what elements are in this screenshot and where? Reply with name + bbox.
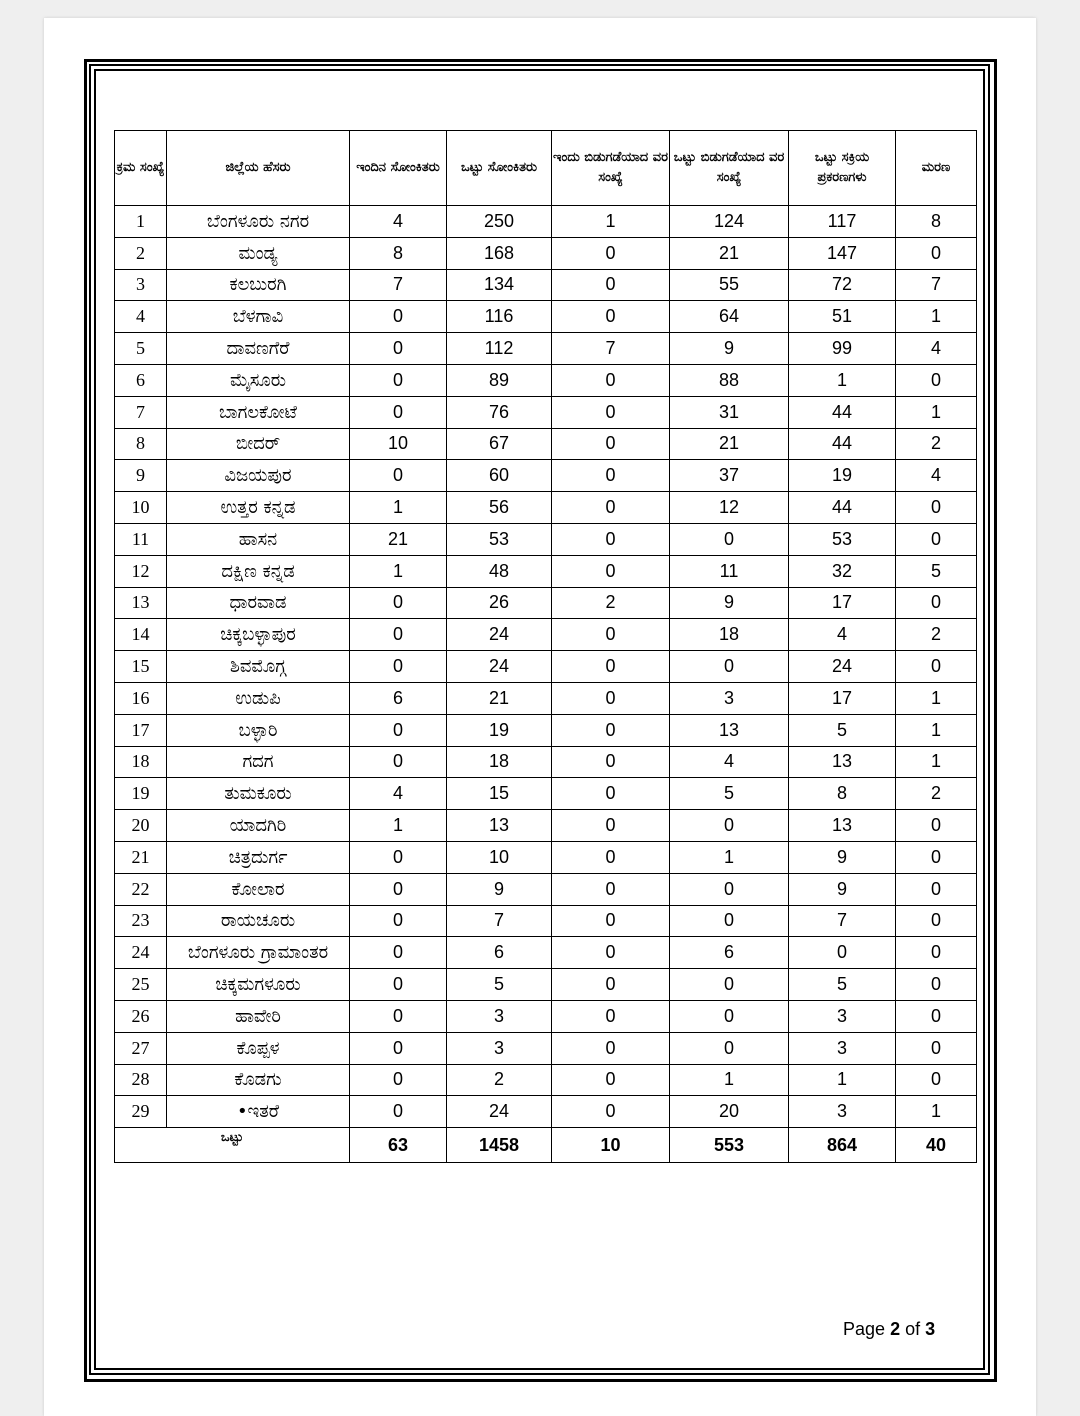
total-discharged-cell: 21 [670, 237, 789, 269]
sl-no-cell: 22 [115, 873, 167, 905]
today-discharged-cell: 0 [552, 905, 670, 937]
deaths-cell: 0 [896, 969, 977, 1001]
table-row [115, 937, 977, 969]
total-active-cell: 13 [789, 810, 896, 842]
sl-no-cell: 13 [115, 587, 167, 619]
deaths-cell: 4 [896, 460, 977, 492]
sl-no-cell: 27 [115, 1032, 167, 1064]
today-discharged-cell: 2 [552, 587, 670, 619]
total-positive-cell: 18 [447, 746, 552, 778]
deaths-cell: 0 [896, 523, 977, 555]
sl-no-cell: 1 [115, 206, 167, 238]
today-discharged-cell: 0 [552, 937, 670, 969]
today-positive-cell: 1 [350, 810, 447, 842]
today-discharged-cell: 0 [552, 428, 670, 460]
table-row [115, 1032, 977, 1064]
sl-no-cell: 29 [115, 1096, 167, 1128]
total-discharged-cell: 0 [670, 873, 789, 905]
today-positive-cell: 0 [350, 841, 447, 873]
total-active-cell: 0 [789, 937, 896, 969]
total-active-cell: 3 [789, 1000, 896, 1032]
table-row [115, 587, 977, 619]
district-cell: ಬೆಂಗಳೂರು ನಗರ [167, 206, 350, 238]
today-positive-cell: 0 [350, 1000, 447, 1032]
table-row [115, 523, 977, 555]
table-row [115, 1096, 977, 1128]
total-positive-cell: 76 [447, 396, 552, 428]
page-number-footer [843, 1319, 935, 1340]
today-positive-cell: 0 [350, 1032, 447, 1064]
today-positive-cell: 0 [350, 619, 447, 651]
total-discharged-cell: 21 [670, 428, 789, 460]
total-active-cell: 8 [789, 778, 896, 810]
total-total-active: 864 [789, 1128, 896, 1163]
today-discharged-cell: 0 [552, 778, 670, 810]
sl-no-cell: 4 [115, 301, 167, 333]
deaths-cell: 0 [896, 1000, 977, 1032]
total-discharged-cell: 1 [670, 841, 789, 873]
today-discharged-cell: 0 [552, 301, 670, 333]
today-positive-cell: 7 [350, 269, 447, 301]
today-positive-cell: 0 [350, 969, 447, 1001]
total-active-cell: 17 [789, 682, 896, 714]
district-cell: ಯಾದಗಿರಿ [167, 810, 350, 842]
today-discharged-cell: 0 [552, 460, 670, 492]
of-word: of [905, 1319, 921, 1339]
deaths-cell: 5 [896, 555, 977, 587]
deaths-cell: 0 [896, 587, 977, 619]
total-active-cell: 53 [789, 523, 896, 555]
sl-no-cell: 26 [115, 1000, 167, 1032]
total-active-cell: 72 [789, 269, 896, 301]
today-discharged-cell: 0 [552, 746, 670, 778]
total-positive-cell: 168 [447, 237, 552, 269]
sl-no-cell: 18 [115, 746, 167, 778]
deaths-cell: 1 [896, 301, 977, 333]
today-positive-cell: 0 [350, 587, 447, 619]
header-total-active: ಒಟ್ಟು ಸಕ್ರಿಯ ಪ್ರಕರಣಗಳು [789, 131, 896, 206]
total-positive-cell: 67 [447, 428, 552, 460]
total-today-positive: 63 [350, 1128, 447, 1163]
total-discharged-cell: 55 [670, 269, 789, 301]
table-row [115, 873, 977, 905]
table-row [115, 746, 977, 778]
total-discharged-cell: 12 [670, 492, 789, 524]
deaths-cell: 2 [896, 428, 977, 460]
table-row [115, 460, 977, 492]
table-row [115, 1000, 977, 1032]
total-active-cell: 17 [789, 587, 896, 619]
district-cell: ದಾವಣಗೆರೆ [167, 333, 350, 365]
district-cell: ಕೊಪ್ಪಳ [167, 1032, 350, 1064]
sl-no-cell: 15 [115, 651, 167, 683]
deaths-cell: 1 [896, 396, 977, 428]
total-discharged-cell: 0 [670, 523, 789, 555]
district-cell: ಬೆಳಗಾವಿ [167, 301, 350, 333]
today-positive-cell: 0 [350, 905, 447, 937]
total-discharged-cell: 37 [670, 460, 789, 492]
header-deaths: ಮರಣ [896, 131, 977, 206]
total-active-cell: 5 [789, 969, 896, 1001]
total-discharged-cell: 88 [670, 364, 789, 396]
total-positive-cell: 13 [447, 810, 552, 842]
total-positive-cell: 60 [447, 460, 552, 492]
table-row [115, 333, 977, 365]
district-cell: ದಕ್ಷಿಣ ಕನ್ನಡ [167, 555, 350, 587]
table-row [115, 841, 977, 873]
today-positive-cell: 4 [350, 778, 447, 810]
total-positive-cell: 21 [447, 682, 552, 714]
district-cell: ಕಲಬುರಗಿ [167, 269, 350, 301]
district-cell: ಕೊಡಗು [167, 1064, 350, 1096]
today-discharged-cell: 0 [552, 714, 670, 746]
today-positive-cell: 0 [350, 714, 447, 746]
deaths-cell: 1 [896, 746, 977, 778]
sl-no-cell: 6 [115, 364, 167, 396]
district-cell: ಹಾಸನ [167, 523, 350, 555]
table-row [115, 396, 977, 428]
total-positive-cell: 53 [447, 523, 552, 555]
table-row [115, 778, 977, 810]
deaths-cell: 8 [896, 206, 977, 238]
total-active-cell: 1 [789, 364, 896, 396]
today-discharged-cell: 0 [552, 1032, 670, 1064]
today-positive-cell: 0 [350, 333, 447, 365]
total-discharged-cell: 6 [670, 937, 789, 969]
today-positive-cell: 0 [350, 364, 447, 396]
table-row [115, 682, 977, 714]
district-cell: ಚಿಕ್ಕಮಗಳೂರು [167, 969, 350, 1001]
today-discharged-cell: 0 [552, 873, 670, 905]
today-discharged-cell: 0 [552, 396, 670, 428]
total-active-cell: 44 [789, 492, 896, 524]
total-discharged-cell: 13 [670, 714, 789, 746]
sl-no-cell: 17 [115, 714, 167, 746]
deaths-cell: 2 [896, 619, 977, 651]
total-active-cell: 147 [789, 237, 896, 269]
sl-no-cell: 19 [115, 778, 167, 810]
total-positive-cell: 2 [447, 1064, 552, 1096]
district-covid-table [114, 130, 977, 1163]
district-cell: ಬಾಗಲಕೋಟೆ [167, 396, 350, 428]
current-page-number: 2 [890, 1319, 901, 1339]
total-active-cell: 7 [789, 905, 896, 937]
today-discharged-cell: 0 [552, 269, 670, 301]
header-sl-no: ಕ್ರಮ ಸಂಖ್ಯೆ [115, 131, 167, 206]
total-discharged-cell: 0 [670, 1032, 789, 1064]
district-cell: ಮಂಡ್ಯ [167, 237, 350, 269]
today-discharged-cell: 0 [552, 619, 670, 651]
today-discharged-cell: 0 [552, 1064, 670, 1096]
page-word: Page [843, 1319, 886, 1339]
total-active-cell: 3 [789, 1096, 896, 1128]
table-row [115, 206, 977, 238]
deaths-cell: 0 [896, 237, 977, 269]
total-positive-cell: 9 [447, 873, 552, 905]
total-discharged-cell: 1 [670, 1064, 789, 1096]
sl-no-cell: 21 [115, 841, 167, 873]
today-positive-cell: 1 [350, 492, 447, 524]
today-positive-cell: 0 [350, 873, 447, 905]
total-discharged-cell: 0 [670, 1000, 789, 1032]
district-cell: ಚಿಕ್ಕಬಳ್ಳಾಪುರ [167, 619, 350, 651]
table-row [115, 969, 977, 1001]
sl-no-cell: 5 [115, 333, 167, 365]
total-discharged-cell: 31 [670, 396, 789, 428]
total-positive-cell: 3 [447, 1032, 552, 1064]
district-cell: ಬಳ್ಳಾರಿ [167, 714, 350, 746]
deaths-cell: 7 [896, 269, 977, 301]
sl-no-cell: 9 [115, 460, 167, 492]
total-discharged-cell: 9 [670, 587, 789, 619]
today-positive-cell: 0 [350, 460, 447, 492]
today-discharged-cell: 0 [552, 810, 670, 842]
sl-no-cell: 23 [115, 905, 167, 937]
deaths-cell: 0 [896, 492, 977, 524]
total-positive-cell: 134 [447, 269, 552, 301]
deaths-cell: 1 [896, 682, 977, 714]
total-deaths: 40 [896, 1128, 977, 1163]
table-row [115, 237, 977, 269]
total-active-cell: 5 [789, 714, 896, 746]
district-cell: ಧಾರವಾಡ [167, 587, 350, 619]
total-active-cell: 19 [789, 460, 896, 492]
district-cell: ಕೋಲಾರ [167, 873, 350, 905]
header-total-discharged: ಒಟ್ಟು ಬಿಡುಗಡೆಯಾದ ವರ ಸಂಖ್ಯೆ [670, 131, 789, 206]
total-discharged-cell: 9 [670, 333, 789, 365]
sl-no-cell: 10 [115, 492, 167, 524]
total-active-cell: 13 [789, 746, 896, 778]
total-active-cell: 9 [789, 841, 896, 873]
sl-no-cell: 8 [115, 428, 167, 460]
sl-no-cell: 11 [115, 523, 167, 555]
today-positive-cell: 0 [350, 301, 447, 333]
deaths-cell: 0 [896, 364, 977, 396]
today-discharged-cell: 0 [552, 969, 670, 1001]
table-row [115, 492, 977, 524]
total-active-cell: 4 [789, 619, 896, 651]
total-positive-cell: 5 [447, 969, 552, 1001]
total-discharged-cell: 11 [670, 555, 789, 587]
table-row [115, 301, 977, 333]
total-discharged-cell: 4 [670, 746, 789, 778]
today-positive-cell: 8 [350, 237, 447, 269]
today-discharged-cell: 0 [552, 492, 670, 524]
deaths-cell: 1 [896, 714, 977, 746]
table-row [115, 810, 977, 842]
deaths-cell: 0 [896, 651, 977, 683]
today-discharged-cell: 0 [552, 237, 670, 269]
total-discharged-cell: 0 [670, 810, 789, 842]
total-active-cell: 9 [789, 873, 896, 905]
deaths-cell: 0 [896, 905, 977, 937]
district-cell: •ಇತರೆ [167, 1096, 350, 1128]
today-positive-cell: 21 [350, 523, 447, 555]
total-discharged-cell: 64 [670, 301, 789, 333]
total-active-cell: 117 [789, 206, 896, 238]
today-discharged-cell: 1 [552, 206, 670, 238]
header-today-discharged: ಇಂದು ಬಿಡುಗಡೆಯಾದ ವರ ಸಂಖ್ಯೆ [552, 131, 670, 206]
header-district: ಜಿಲ್ಲೆಯ ಹೆಸರು [167, 131, 350, 206]
district-cell: ಬೀದರ್ [167, 428, 350, 460]
table-row [115, 364, 977, 396]
total-active-cell: 32 [789, 555, 896, 587]
table-header-row [115, 131, 977, 206]
total-positive-cell: 250 [447, 206, 552, 238]
deaths-cell: 2 [896, 778, 977, 810]
district-cell: ತುಮಕೂರು [167, 778, 350, 810]
total-positive-cell: 112 [447, 333, 552, 365]
today-positive-cell: 0 [350, 746, 447, 778]
district-cell: ಶಿವಮೊಗ್ಗ [167, 651, 350, 683]
total-discharged-cell: 0 [670, 969, 789, 1001]
table-row [115, 555, 977, 587]
table-body [115, 206, 977, 1128]
today-discharged-cell: 0 [552, 1000, 670, 1032]
total-discharged-cell: 20 [670, 1096, 789, 1128]
total-discharged-cell: 3 [670, 682, 789, 714]
district-cell: ಉತ್ತರ ಕನ್ನಡ [167, 492, 350, 524]
today-positive-cell: 0 [350, 1064, 447, 1096]
district-cell: ವಿಜಯಪುರ [167, 460, 350, 492]
total-total-discharged: 553 [670, 1128, 789, 1163]
total-active-cell: 99 [789, 333, 896, 365]
district-cell: ರಾಯಚೂರು [167, 905, 350, 937]
sl-no-cell: 25 [115, 969, 167, 1001]
deaths-cell: 0 [896, 1032, 977, 1064]
total-discharged-cell: 124 [670, 206, 789, 238]
total-positive-cell: 89 [447, 364, 552, 396]
total-total-positive: 1458 [447, 1128, 552, 1163]
total-active-cell: 24 [789, 651, 896, 683]
total-positive-cell: 116 [447, 301, 552, 333]
total-positive-cell: 48 [447, 555, 552, 587]
district-cell: ಮೈಸೂರು [167, 364, 350, 396]
total-discharged-cell: 5 [670, 778, 789, 810]
sl-no-cell: 24 [115, 937, 167, 969]
total-active-cell: 51 [789, 301, 896, 333]
total-active-cell: 3 [789, 1032, 896, 1064]
today-positive-cell: 6 [350, 682, 447, 714]
table-row [115, 651, 977, 683]
sl-no-cell: 7 [115, 396, 167, 428]
total-positive-cell: 56 [447, 492, 552, 524]
district-cell: ಬೆಂಗಳೂರು ಗ್ರಾಮಾಂತರ [167, 937, 350, 969]
sl-no-cell: 28 [115, 1064, 167, 1096]
table-row [115, 428, 977, 460]
sl-no-cell: 20 [115, 810, 167, 842]
table-row [115, 619, 977, 651]
sl-no-cell: 12 [115, 555, 167, 587]
total-positive-cell: 26 [447, 587, 552, 619]
total-positive-cell: 6 [447, 937, 552, 969]
total-positive-cell: 7 [447, 905, 552, 937]
district-cell: ಗದಗ [167, 746, 350, 778]
today-discharged-cell: 0 [552, 523, 670, 555]
sl-no-cell: 2 [115, 237, 167, 269]
deaths-cell: 0 [896, 1064, 977, 1096]
today-discharged-cell: 7 [552, 333, 670, 365]
today-discharged-cell: 0 [552, 364, 670, 396]
today-positive-cell: 4 [350, 206, 447, 238]
total-today-discharged: 10 [552, 1128, 670, 1163]
sl-no-cell: 14 [115, 619, 167, 651]
total-positive-cell: 19 [447, 714, 552, 746]
today-discharged-cell: 0 [552, 555, 670, 587]
district-cell: ಚಿತ್ರದುರ್ಗ [167, 841, 350, 873]
deaths-cell: 4 [896, 333, 977, 365]
today-positive-cell: 10 [350, 428, 447, 460]
total-label: ಒಟ್ಟು [115, 1128, 350, 1163]
total-positive-cell: 24 [447, 651, 552, 683]
today-positive-cell: 1 [350, 555, 447, 587]
today-positive-cell: 0 [350, 937, 447, 969]
today-discharged-cell: 0 [552, 1096, 670, 1128]
total-discharged-cell: 0 [670, 651, 789, 683]
sl-no-cell: 3 [115, 269, 167, 301]
today-positive-cell: 0 [350, 396, 447, 428]
table-row [115, 714, 977, 746]
total-active-cell: 44 [789, 396, 896, 428]
total-active-cell: 1 [789, 1064, 896, 1096]
total-page-count: 3 [925, 1319, 936, 1339]
sl-no-cell: 16 [115, 682, 167, 714]
table-total-row [115, 1128, 977, 1163]
today-positive-cell: 0 [350, 1096, 447, 1128]
table-row [115, 269, 977, 301]
total-positive-cell: 24 [447, 1096, 552, 1128]
today-discharged-cell: 0 [552, 651, 670, 683]
today-positive-cell: 0 [350, 651, 447, 683]
header-total-positive: ಒಟ್ಟು ಸೋಂಕಿತರು [447, 131, 552, 206]
total-positive-cell: 10 [447, 841, 552, 873]
today-discharged-cell: 0 [552, 841, 670, 873]
today-discharged-cell: 0 [552, 682, 670, 714]
total-discharged-cell: 0 [670, 905, 789, 937]
deaths-cell: 0 [896, 841, 977, 873]
deaths-cell: 0 [896, 937, 977, 969]
deaths-cell: 0 [896, 873, 977, 905]
total-positive-cell: 15 [447, 778, 552, 810]
total-positive-cell: 3 [447, 1000, 552, 1032]
table-row [115, 905, 977, 937]
district-cell: ಹಾವೇರಿ [167, 1000, 350, 1032]
table-row [115, 1064, 977, 1096]
header-today-positive: ಇಂದಿನ ಸೋಂಕಿತರು [350, 131, 447, 206]
total-active-cell: 44 [789, 428, 896, 460]
deaths-cell: 0 [896, 810, 977, 842]
district-cell: ಉಡುಪಿ [167, 682, 350, 714]
total-positive-cell: 24 [447, 619, 552, 651]
total-discharged-cell: 18 [670, 619, 789, 651]
deaths-cell: 1 [896, 1096, 977, 1128]
